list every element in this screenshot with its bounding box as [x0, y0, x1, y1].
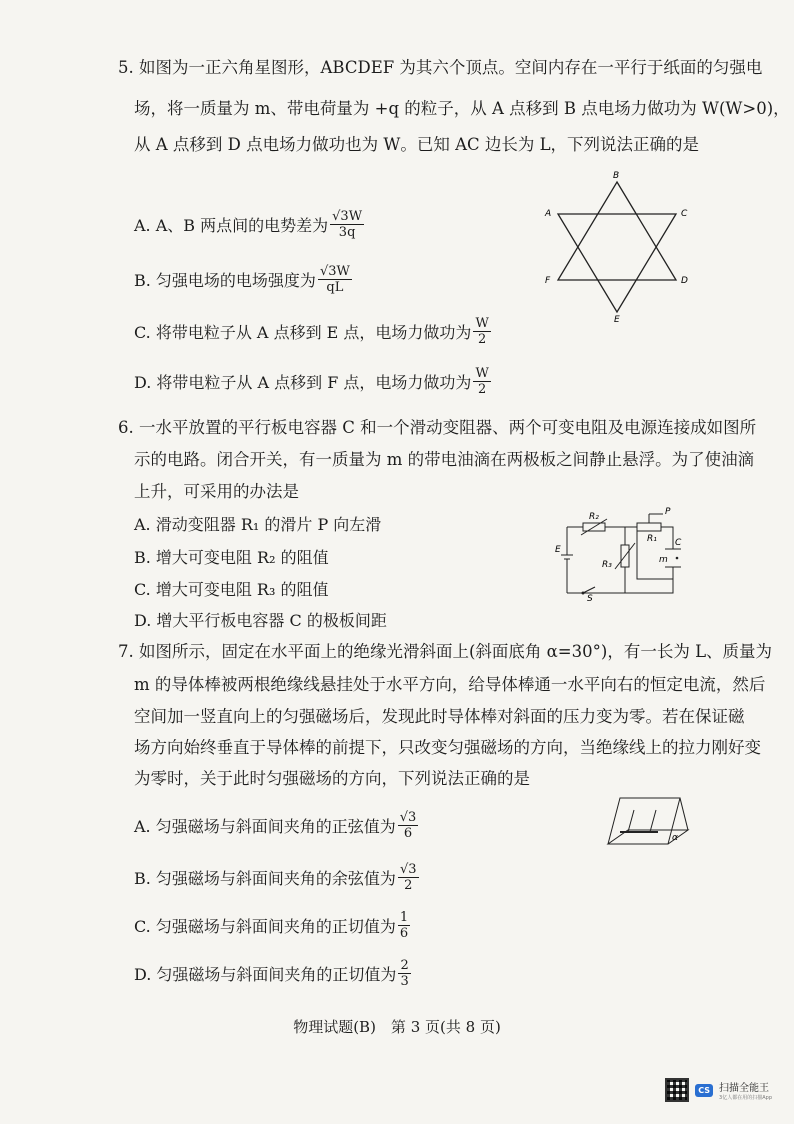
q5-line-1: 5. 如图为一正六角星图形，ABCDEF 为其六个顶点。空间内存在一平行于纸面的匀强电: [118, 58, 763, 77]
q6-line-1: 6. 一水平放置的平行板电容器 C 和一个滑动变阻器、两个可变电阻及电源连接成如图所: [118, 418, 757, 437]
qr-code-icon: [665, 1078, 689, 1102]
q7-option-c-fraction: $\frac{1}{6}$: [399, 910, 409, 941]
hexagram-figure: [540, 168, 690, 323]
q5-option-a-fraction: $\frac{√3W}{3q}$: [332, 209, 363, 240]
q6-option-b[interactable]: B. 增大可变电阻 R₂ 的阻值: [134, 548, 329, 567]
q5-option-c-fraction: $\frac{W}{2}$: [475, 316, 489, 347]
q5-option-d-fraction: $\frac{W}{2}$: [475, 366, 489, 397]
label-r2: R₂: [589, 512, 599, 522]
label-r1: R₁: [647, 534, 657, 544]
label-r3: R₃: [602, 560, 612, 570]
scanner-name: 扫描全能王: [719, 1083, 770, 1094]
q7-line-1: 7. 如图所示，固定在水平面上的绝缘光滑斜面上(斜面底角 α=30°)，有一长为 L、质量为: [118, 642, 773, 661]
label-alpha: α: [672, 833, 678, 843]
label-m: m: [659, 555, 668, 565]
q6-line-2: 示的电路。闭合开关，有一质量为 m 的带电油滴在两极板之间静止悬浮。为了使油滴: [134, 450, 755, 469]
q7-option-b[interactable]: B. 匀强磁场与斜面间夹角的余弦值为 $\frac{√3}{2}$: [134, 862, 417, 893]
vertex-label-b: B: [613, 171, 620, 181]
q5-option-b-fraction: $\frac{√3W}{qL}$: [319, 264, 350, 295]
q7-option-b-fraction: $\frac{√3}{2}$: [399, 862, 417, 893]
vertex-label-d: D: [681, 276, 688, 286]
q5-option-d[interactable]: D. 将带电粒子从 A 点移到 F 点，电场力做功为 $\frac{W}{2}$: [134, 366, 489, 397]
q7-option-c[interactable]: C. 匀强磁场与斜面间夹角的正切值为 $\frac{1}{6}$: [134, 910, 409, 941]
vertex-label-f: F: [545, 276, 551, 286]
q7-option-a[interactable]: A. 匀强磁场与斜面间夹角的正弦值为 $\frac{√3}{6}$: [134, 810, 417, 841]
page-footer: 物理试题(B) 第 3 页(共 8 页): [293, 1018, 501, 1036]
vertex-label-c: C: [681, 209, 688, 219]
q5-line-3: 从 A 点移到 D 点电场力做功也为 W。已知 AC 边长为 L，下列说法正确的是: [134, 135, 700, 154]
scanner-watermark: [665, 1078, 772, 1102]
q7-line-5: 为零时，关于此时匀强磁场的方向，下列说法正确的是: [134, 769, 530, 788]
q7-line-2: m 的导体棒被两根绝缘线悬挂处于水平方向，给导体棒通一水平向右的恒定电流，然后: [134, 675, 766, 694]
q7-line-4: 场方向始终垂直于导体棒的前提下，只改变匀强磁场的方向，当绝缘线上的拉力刚好变: [134, 738, 761, 757]
q5-line-2: 场，将一质量为 m、带电荷量为 +q 的粒子，从 A 点移到 B 点电场力做功为 W(W>0)，: [134, 99, 790, 118]
q7-option-a-fraction: $\frac{√3}{6}$: [399, 810, 417, 841]
label-e: E: [555, 545, 561, 555]
label-p: P: [665, 507, 671, 517]
q5-option-b[interactable]: B. 匀强电场的电场强度为 $\frac{√3W}{qL}$: [134, 264, 350, 295]
vertex-label-a: A: [545, 209, 552, 219]
vertex-label-e: E: [614, 315, 620, 323]
q7-option-d[interactable]: D. 匀强磁场与斜面间夹角的正切值为 $\frac{2}{3}$: [134, 958, 409, 989]
label-c: C: [675, 538, 682, 548]
q6-line-3: 上升，可采用的办法是: [134, 482, 299, 501]
incline-figure: [600, 792, 690, 852]
q5-option-a[interactable]: A. A、B 两点间的电势差为 $\frac{√3W}{3q}$: [134, 209, 363, 240]
q7-option-d-fraction: $\frac{2}{3}$: [400, 958, 409, 989]
q6-option-d[interactable]: D. 增大平行板电容器 C 的极板间距: [134, 611, 387, 630]
q6-option-a[interactable]: A. 滑动变阻器 R₁ 的滑片 P 向左滑: [134, 515, 382, 534]
scanner-tagline: 3亿人都在用的扫描App: [719, 1095, 772, 1101]
camscanner-logo-icon: CS: [695, 1084, 713, 1097]
q6-option-c[interactable]: C. 增大可变电阻 R₃ 的阻值: [134, 580, 329, 599]
q7-line-3: 空间加一竖直向上的匀强磁场后，发现此时导体棒对斜面的压力变为零。若在保证磁: [134, 707, 745, 726]
label-s: S: [587, 594, 593, 604]
q5-option-c[interactable]: C. 将带电粒子从 A 点移到 E 点，电场力做功为 $\frac{W}{2}$: [134, 316, 489, 347]
circuit-figure: [555, 505, 685, 605]
